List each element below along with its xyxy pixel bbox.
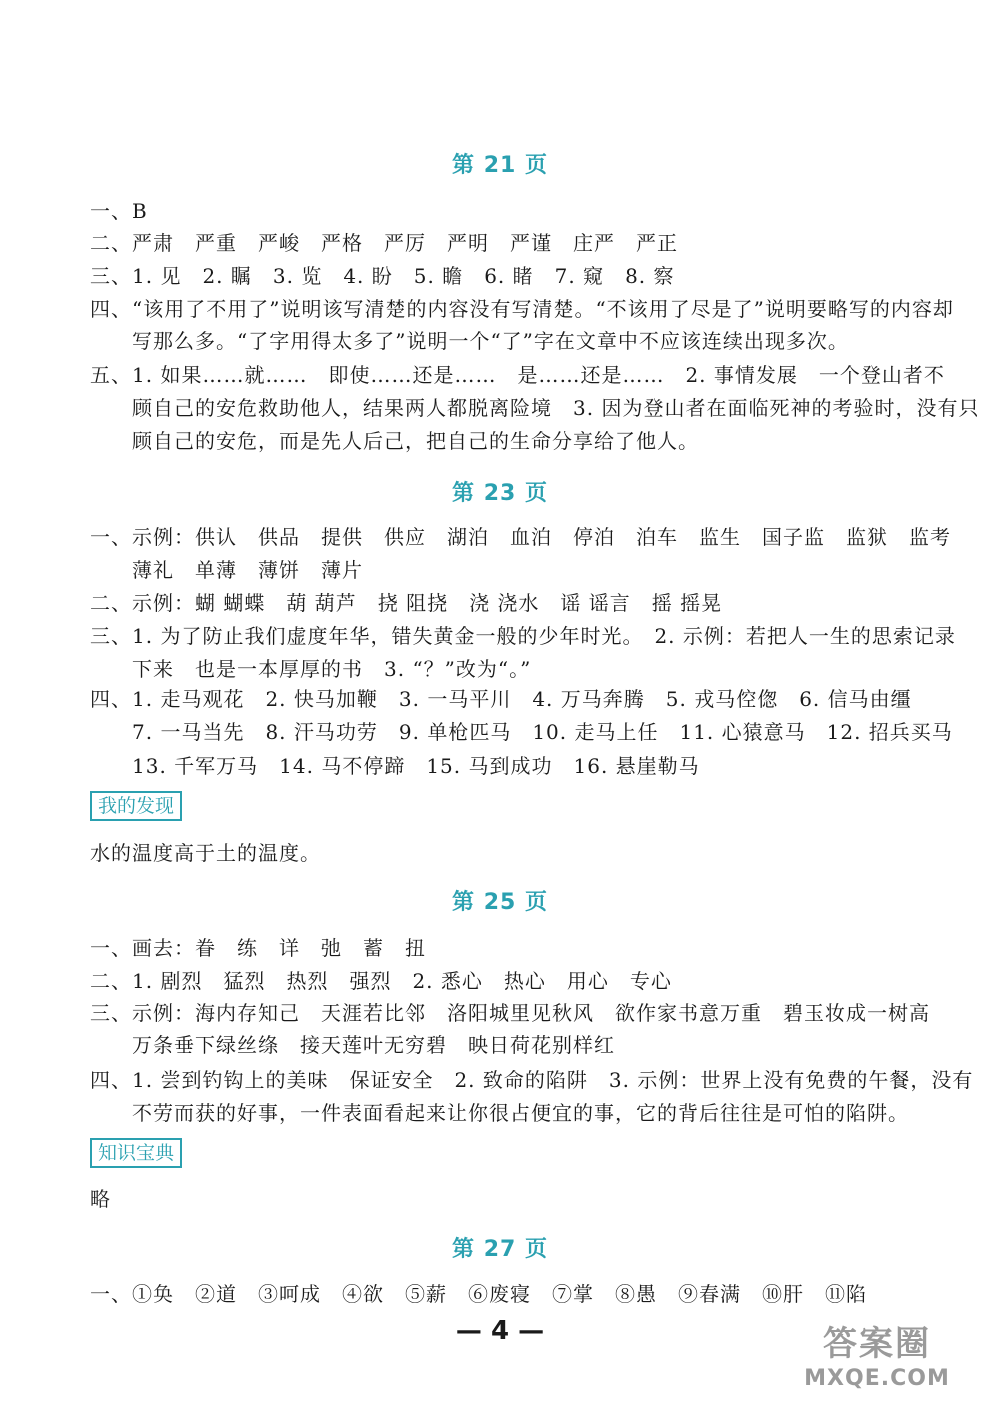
answer-line: 五、1. 如果……就…… 即使……还是…… 是……还是…… 2. 事情发展 一个登山者不: [90, 363, 945, 387]
answer-line: 13. 千军万马 14. 马不停蹄 15. 马到成功 16. 悬崖勒马: [90, 754, 700, 778]
answer-line: 一、B: [90, 199, 148, 223]
watermark-logo: [772, 1322, 982, 1396]
watermark-url: MXQE.COM: [804, 1366, 950, 1391]
answer-line: 不劳而获的好事，一件表面看起来让你很占便宜的事，它的背后往往是可怕的陷阱。: [90, 1101, 909, 1125]
answer-line: 二、示例：蝴 蝴蝶 葫 葫芦 挠 阻挠 浇 浇水 谣 谣言 摇 摇晃: [90, 591, 723, 615]
section-heading-p23: 第 23 页: [452, 481, 548, 506]
answer-line: 三、1. 见 2. 瞩 3. 览 4. 盼 5. 瞻 6. 睹 7. 窥 8. 察: [90, 264, 675, 288]
answer-line: 万条垂下绿丝绦 接天莲叶无穷碧 映日荷花别样红: [90, 1033, 615, 1057]
answer-line: 四、1. 走马观花 2. 快马加鞭 3. 一马平川 4. 万马奔腾 5. 戎马倥偬 6. 信马由缰: [90, 687, 912, 711]
my-discovery-box: 我的发现: [90, 791, 182, 821]
answer-line: 7. 一马当先 8. 汗马功劳 9. 单枪匹马 10. 走马上任 11. 心猿意马 12. 招兵买马: [90, 720, 953, 744]
answer-line: 顾自己的安危，而是先人后己，把自己的生命分享给了他人。: [90, 429, 699, 453]
answer-line: 水的温度高于土的温度。: [90, 841, 321, 865]
answer-line: 二、1. 剧烈 猛烈 热烈 强烈 2. 悉心 热心 用心 专心: [90, 969, 672, 993]
answer-line: 一、画去：眷 练 详 弛 蓄 扭: [90, 936, 426, 960]
page-number: — 4 —: [455, 1316, 545, 1346]
answer-line: 顾自己的安危救助他人，结果两人都脱离险境 3. 因为登山者在面临死神的考验时，没有只: [90, 396, 980, 420]
answer-line: 四、1. 尝到钓钩上的美味 保证安全 2. 致命的陷阱 3. 示例：世界上没有免费的午餐，没有: [90, 1068, 974, 1092]
answer-line: 一、①奂 ②道 ③呵成 ④欲 ⑤薪 ⑥废寝 ⑦掌 ⑧愚 ⑨春满 ⑩肝 ⑪陷: [90, 1282, 867, 1306]
answer-line: 薄礼 单薄 薄饼 薄片: [90, 558, 363, 582]
knowledge-box: 知识宝典: [90, 1138, 182, 1168]
section-heading-p25: 第 25 页: [452, 890, 548, 915]
answer-line: 二、严肃 严重 严峻 严格 严厉 严明 严谨 庄严 严正: [90, 231, 678, 255]
answer-line: 写那么多。“了字用得太多了”说明一个“了”字在文章中不应该连续出现多次。: [90, 329, 849, 353]
answer-line: 三、示例：海内存知己 天涯若比邻 洛阳城里见秋风 欲作家书意万重 碧玉妆成一树高: [90, 1001, 930, 1025]
section-heading-p21: 第 21 页: [452, 153, 548, 178]
answer-line: 一、示例：供认 供品 提供 供应 湖泊 血泊 停泊 泊车 监生 国子监 监狱 监考: [90, 525, 951, 549]
answer-line: 略: [90, 1187, 111, 1211]
section-heading-p27: 第 27 页: [452, 1237, 548, 1262]
watermark-title: 答案圈: [823, 1324, 931, 1364]
answer-line: 四、“该用了不用了”说明该写清楚的内容没有写清楚。“不该用了尽是了”说明要略写的内容却: [90, 297, 954, 321]
answer-line: 三、1. 为了防止我们虚度年华，错失黄金一般的少年时光。 2. 示例：若把人一生的思索记录: [90, 624, 956, 648]
answer-line: 下来 也是一本厚厚的书 3. “？”改为“。”: [90, 657, 532, 681]
